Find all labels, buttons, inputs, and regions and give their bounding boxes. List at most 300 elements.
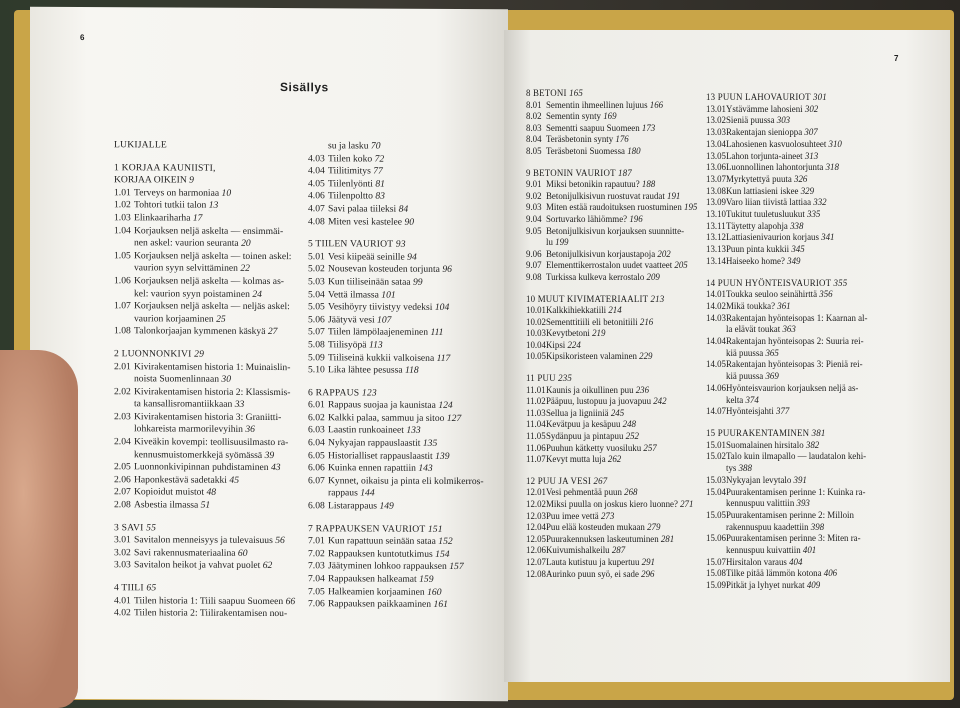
toc-entry bbox=[114, 449, 314, 463]
toc-entry-number: 13.06 bbox=[706, 162, 726, 173]
toc-entry bbox=[308, 301, 504, 315]
toc-entry-page: 101 bbox=[381, 289, 396, 301]
toc-entry bbox=[526, 408, 712, 420]
toc-entry-page: 391 bbox=[793, 474, 807, 485]
toc-entry-number: 3.01 bbox=[114, 534, 131, 546]
toc-entry-title: la elävät toukat bbox=[726, 324, 781, 335]
toc-entry-page: 281 bbox=[660, 533, 675, 544]
toc-entry-page: 111 bbox=[430, 327, 444, 339]
toc-entry bbox=[308, 165, 504, 179]
toc-entry bbox=[706, 475, 892, 487]
toc-entry-number: 1.06 bbox=[114, 275, 131, 287]
toc-entry bbox=[308, 203, 504, 217]
toc-entry-page: 65 bbox=[146, 582, 157, 594]
toc-entry bbox=[706, 151, 892, 163]
toc-entry bbox=[114, 461, 314, 475]
toc-entry-number: 15.02 bbox=[706, 451, 726, 462]
toc-entry bbox=[706, 197, 892, 209]
toc-entry-number: 6.06 bbox=[308, 462, 325, 474]
toc-entry-number: 3.03 bbox=[114, 559, 131, 571]
toc-entry bbox=[114, 326, 314, 340]
toc-entry-number: 13.11 bbox=[706, 220, 726, 231]
toc-chapter-heading bbox=[114, 139, 314, 153]
toc-entry-title: kelta bbox=[726, 394, 744, 405]
toc-entry-number: 7.05 bbox=[308, 585, 325, 597]
toc-entry-title: Savi palaa tiileksi bbox=[328, 203, 397, 215]
toc-entry-title: Asbestia ilmassa bbox=[134, 499, 199, 511]
toc-entry-title: Korjauksen neljä askelta — kolmas as- bbox=[134, 275, 284, 288]
toc-entry-title: Rakentajan sienioppa bbox=[726, 127, 803, 138]
toc-entry-title: 5 TIILEN VAURIOT bbox=[308, 238, 394, 250]
toc-entry-title: Tiilenlyönti bbox=[328, 178, 373, 190]
toc-entry-number: 15.08 bbox=[706, 568, 726, 579]
toc-chapter-heading bbox=[526, 476, 712, 488]
toc-entry bbox=[114, 386, 314, 400]
toc-entry-title: kennuspuu kuivattiin bbox=[726, 545, 801, 556]
toc-entry-number: 9.04 bbox=[526, 213, 542, 224]
toc-entry-page: 93 bbox=[395, 238, 406, 250]
toc-entry bbox=[526, 226, 712, 238]
toc-entry-page: 90 bbox=[404, 216, 415, 228]
toc-entry-title: Kopioidut muistot bbox=[134, 486, 205, 499]
toc-chapter-heading bbox=[308, 387, 504, 401]
toc-entry-page: 365 bbox=[765, 347, 779, 358]
toc-entry-page: 310 bbox=[828, 138, 842, 149]
toc-entry bbox=[526, 305, 712, 317]
toc-entry-number: 4.01 bbox=[114, 594, 131, 606]
toc-entry-title: Tiilen historia 1: Tiili saapuu Suomeen bbox=[134, 594, 284, 607]
toc-entry bbox=[526, 511, 712, 523]
toc-entry-page: 139 bbox=[435, 450, 450, 462]
toc-entry-page: 127 bbox=[446, 412, 462, 424]
toc-entry-title: Kun tiiliseinään sataa bbox=[328, 276, 411, 288]
toc-entry-title: Puurakennuksen laskeutuminen bbox=[546, 533, 659, 544]
toc-entry-number: 1.04 bbox=[114, 224, 131, 236]
toc-entry-title: Sementin synty bbox=[546, 111, 601, 122]
toc-entry bbox=[526, 340, 712, 352]
toc-entry-page: 187 bbox=[617, 167, 632, 178]
toc-entry-title: Tiilen historia 2: Tiilirakentamisen nou- bbox=[134, 607, 288, 620]
toc-entry-page: 188 bbox=[641, 179, 656, 190]
toc-entry bbox=[706, 127, 892, 139]
toc-entry bbox=[706, 221, 892, 233]
toc-entry-number: 5.04 bbox=[308, 288, 325, 300]
toc-entry-page: 43 bbox=[270, 462, 281, 474]
toc-chapter-heading bbox=[114, 522, 314, 536]
toc-entry-title: Ystävämme lahosieni bbox=[726, 103, 803, 114]
toc-entry bbox=[114, 288, 314, 302]
toc-entry-title: Rakentajan hyönteisopas 2: Suuria rei- bbox=[726, 336, 864, 347]
toc-entry-number: 3.02 bbox=[114, 547, 131, 559]
toc-entry-number: 12.01 bbox=[526, 487, 546, 498]
toc-entry-page: 151 bbox=[427, 523, 443, 535]
toc-entry-page: 118 bbox=[405, 364, 419, 376]
toc-entry-page: 51 bbox=[200, 499, 211, 511]
toc-entry-title: 10 MUUT KIVIMATERIAALIT bbox=[526, 293, 649, 304]
toc-entry bbox=[308, 251, 504, 265]
toc-entry-page: 404 bbox=[789, 556, 803, 567]
toc-entry-page: 56 bbox=[275, 535, 285, 547]
toc-entry bbox=[526, 202, 712, 214]
toc-entry-title: KORJAA OIKEIN bbox=[114, 174, 187, 186]
toc-entry-number: 15.09 bbox=[706, 580, 726, 591]
toc-entry-number: 13.02 bbox=[706, 115, 726, 126]
toc-entry-number: 2.03 bbox=[114, 411, 131, 423]
toc-entry-number: 15.04 bbox=[706, 486, 726, 497]
toc-entry bbox=[526, 396, 712, 408]
toc-entry-title: Turkissa kulkeva kerrostalo bbox=[546, 271, 645, 282]
toc-entry-title: Rappauksen kuntotutkimus bbox=[328, 548, 433, 560]
toc-entry-title: 7 RAPPAUKSEN VAURIOT bbox=[308, 522, 426, 535]
toc-entry bbox=[526, 569, 712, 581]
toc-entry-page: 301 bbox=[812, 92, 827, 102]
toc-entry-number: 5.09 bbox=[308, 351, 325, 363]
toc-entry-page: 406 bbox=[823, 568, 838, 579]
toc-entry bbox=[706, 487, 892, 499]
toc-entry bbox=[706, 104, 892, 116]
toc-entry-title: Rakentajan hyönteisopas 3: Pieniä rei- bbox=[726, 359, 863, 370]
toc-entry-page: 72 bbox=[374, 153, 385, 165]
toc-entry-page: 329 bbox=[800, 185, 814, 196]
toc-entry-page: 296 bbox=[641, 568, 655, 579]
toc-entry-title: Jäätyvä vesi bbox=[328, 314, 375, 326]
left-page bbox=[30, 7, 508, 702]
toc-entry-number: 9.02 bbox=[526, 190, 542, 201]
toc-entry-page: 262 bbox=[607, 454, 622, 465]
toc-entry-page: 143 bbox=[418, 463, 433, 475]
toc-entry-title: Laastin runkoaineet bbox=[328, 424, 404, 437]
toc-entry bbox=[308, 178, 504, 192]
toc-chapter-heading bbox=[526, 373, 712, 385]
toc-entry-title: Puu elää kosteuden mukaan bbox=[546, 522, 645, 533]
toc-chapter-heading bbox=[526, 294, 712, 306]
toc-entry-page: 214 bbox=[608, 305, 622, 316]
toc-entry-page: 133 bbox=[406, 425, 421, 437]
toc-entry bbox=[706, 580, 892, 592]
toc-entry bbox=[526, 443, 712, 455]
toc-entry bbox=[706, 498, 892, 510]
toc-chapter-heading bbox=[114, 582, 314, 596]
toc-entry-page: 279 bbox=[647, 522, 661, 533]
toc-entry-number: 11.05 bbox=[526, 431, 546, 442]
toc-entry-page: 83 bbox=[375, 190, 385, 202]
toc-entry-number: 11.07 bbox=[526, 454, 546, 465]
toc-entry-title: Luonnonkivipinnan puhdistaminen bbox=[134, 461, 269, 474]
toc-entry-page: 165 bbox=[569, 88, 583, 98]
toc-entry-title: Savi rakennusmateriaalina bbox=[134, 547, 236, 559]
toc-entry-title: Kevätpuu ja kesäpuu bbox=[546, 419, 621, 430]
toc-entry-title: kiä puussa bbox=[726, 347, 764, 358]
toc-entry-number: 13.12 bbox=[706, 232, 726, 243]
toc-entry bbox=[308, 425, 504, 439]
toc-entry-page: 13 bbox=[208, 200, 219, 212]
toc-entry-title: Korjauksen neljä askelta — neljäs askel: bbox=[134, 300, 290, 313]
toc-entry bbox=[114, 313, 314, 327]
toc-entry-title: Miksi betonikin rapautuu? bbox=[546, 179, 640, 190]
toc-chapter-heading bbox=[526, 168, 712, 180]
toc-entry-title: Lattiasienivaurion korjaus bbox=[726, 232, 819, 243]
toc-entry bbox=[706, 440, 892, 452]
toc-entry-page: 180 bbox=[627, 145, 641, 156]
toc-entry-number: 14.02 bbox=[706, 300, 726, 311]
toc-entry-number: 8.05 bbox=[526, 145, 542, 156]
toc-entry bbox=[526, 249, 712, 261]
toc-entry-title: lohkareista marmorilevyihin bbox=[134, 423, 243, 436]
toc-entry-number: 13.13 bbox=[706, 244, 726, 255]
toc-entry bbox=[114, 237, 314, 251]
toc-entry-title: Kivirakentamisen historia 3: Graniitti- bbox=[134, 411, 282, 423]
toc-entry-number: 2.02 bbox=[114, 385, 131, 397]
toc-entry bbox=[706, 545, 892, 557]
toc-entry-page: 213 bbox=[650, 293, 665, 304]
toc-entry-title: Lahosienen kasvuolosuhteet bbox=[726, 138, 827, 149]
toc-entry-number: 11.04 bbox=[526, 419, 546, 430]
toc-entry bbox=[526, 214, 712, 226]
toc-chapter-heading bbox=[706, 92, 892, 104]
toc-entry-number: 7.02 bbox=[308, 548, 325, 560]
toc-entry-page: 303 bbox=[776, 115, 791, 126]
toc-entry-number: 13.09 bbox=[706, 197, 726, 208]
toc-entry-title: LUKIJALLE bbox=[114, 139, 167, 151]
toc-entry bbox=[526, 557, 712, 569]
toc-entry-number: 5.05 bbox=[308, 301, 325, 313]
toc-entry-title: Varo liian tiivistä lattiaa bbox=[726, 197, 812, 208]
toc-entry bbox=[526, 237, 712, 249]
toc-entry-page: 77 bbox=[373, 165, 383, 177]
toc-entry-title: 13 PUUN LAHOVAURIOT bbox=[706, 92, 811, 102]
toc-entry-title: Kaunis ja oikullinen puu bbox=[546, 384, 634, 395]
toc-entry bbox=[706, 313, 892, 325]
toc-entry bbox=[114, 174, 314, 188]
toc-entry-title: Korjauksen neljä askelta — toinen askel: bbox=[134, 250, 292, 262]
toc-entry-title: Kipsikoristeen valaminen bbox=[546, 351, 637, 362]
toc-entry-page: 335 bbox=[807, 209, 821, 220]
toc-entry-title: Sieniä puussa bbox=[726, 115, 775, 126]
toc-entry-title: Kivirakentamisen historia 2: Klassismis- bbox=[134, 385, 291, 398]
toc-entry-page: 81 bbox=[375, 178, 385, 190]
toc-entry-title: 6 RAPPAUS bbox=[308, 386, 360, 399]
toc-entry-title: Tiilitimitys bbox=[328, 165, 371, 177]
toc-entry-title: Toukka seuloo seinähirttä bbox=[726, 289, 818, 300]
toc-entry-number: 4.08 bbox=[308, 215, 325, 227]
toc-entry bbox=[706, 186, 892, 198]
toc-entry-page: 273 bbox=[600, 510, 615, 521]
toc-entry-number: 15.06 bbox=[706, 533, 726, 544]
toc-entry-title: 11 PUU bbox=[526, 373, 556, 384]
toc-entry-number: 2.05 bbox=[114, 461, 131, 473]
toc-entry-title: 1 KORJAA KAUNIISTI, bbox=[114, 161, 216, 174]
toc-entry bbox=[706, 463, 892, 475]
toc-entry-number: 4.05 bbox=[308, 177, 325, 190]
toc-entry-title: Selluа ja ligniiniä bbox=[546, 407, 609, 418]
toc-entry-number: 8.03 bbox=[526, 122, 542, 133]
toc-entry-page: 245 bbox=[610, 407, 625, 418]
toc-entry-title: Talonkorjaajan kymmenen käskyä bbox=[134, 325, 266, 338]
toc-entry-page: 302 bbox=[804, 103, 819, 114]
toc-entry-number: 14.04 bbox=[706, 336, 726, 347]
toc-entry-page: 25 bbox=[216, 313, 226, 325]
toc-entry-title: Rakentajan hyönteisopas 1: Kaarnan al- bbox=[726, 312, 868, 323]
toc-entry-title: Savitalon heikot ja vahvat puolet bbox=[134, 559, 261, 572]
toc-entry bbox=[308, 535, 504, 549]
toc-entry-number: 15.03 bbox=[706, 474, 726, 485]
toc-entry bbox=[114, 200, 314, 214]
toc-entry-title: Tohtori tutkii talon bbox=[134, 199, 207, 212]
toc-entry-title: Kuinka ennen rapattiin bbox=[328, 462, 416, 475]
toc-entry-page: 123 bbox=[361, 387, 377, 399]
toc-entry-title: tys bbox=[726, 463, 737, 474]
toc-entry-title: Tiilenpoltto bbox=[328, 190, 373, 202]
toc-entry-number: 13.07 bbox=[706, 173, 726, 184]
toc-entry-page: 60 bbox=[237, 547, 248, 559]
toc-entry-number: 12.02 bbox=[526, 499, 546, 509]
toc-entry-number: 6.04 bbox=[308, 437, 325, 449]
toc-entry-number: 5.10 bbox=[308, 364, 325, 376]
toc-entry bbox=[526, 487, 712, 499]
toc-entry-title: Tiilen lämpölaajeneminen bbox=[328, 326, 429, 339]
toc-entry-page: 157 bbox=[449, 561, 464, 573]
toc-entry bbox=[114, 225, 314, 239]
toc-entry bbox=[114, 300, 314, 314]
toc-entry bbox=[114, 534, 314, 548]
toc-entry-page: 196 bbox=[629, 213, 643, 224]
toc-entry bbox=[706, 451, 892, 463]
toc-entry-title: Tiilen koko bbox=[328, 152, 373, 165]
toc-entry-page: 39 bbox=[264, 449, 275, 461]
toc-entry-number: 5.07 bbox=[308, 326, 325, 338]
toc-entry bbox=[114, 560, 314, 574]
toc-entry bbox=[706, 324, 892, 336]
toc-entry-title: Luonnollinen lahontorjunta bbox=[726, 162, 824, 173]
toc-entry-number: 5.03 bbox=[308, 276, 325, 288]
toc-entry-page: 341 bbox=[821, 232, 835, 243]
toc-entry-title: vaurion korjaaminen bbox=[134, 313, 214, 325]
toc-entry-title: Korjauksen neljä askelta — ensimmäi- bbox=[134, 224, 284, 237]
toc-entry bbox=[308, 412, 504, 426]
toc-entry-page: 355 bbox=[833, 277, 848, 288]
toc-entry-page: 124 bbox=[438, 400, 453, 412]
toc-entry-number: 2.01 bbox=[114, 360, 131, 372]
toc-entry-number: 11.02 bbox=[526, 396, 546, 407]
toc-entry-title: Aurinko puun syö, ei sade bbox=[546, 568, 639, 579]
toc-entry bbox=[114, 436, 314, 450]
toc-entry bbox=[526, 100, 712, 112]
toc-entry-number: 4.02 bbox=[114, 607, 131, 619]
toc-entry-title: Lahon torjunta-aineet bbox=[726, 150, 803, 161]
toc-entry-number: 1.03 bbox=[114, 212, 131, 224]
toc-entry-number: 9.03 bbox=[526, 202, 542, 213]
toc-entry bbox=[114, 411, 314, 425]
toc-entry bbox=[526, 146, 712, 158]
toc-entry-title: Hirsitalon varaus bbox=[726, 556, 787, 567]
toc-entry-title: Miten estää raudoituksen ruostuminen bbox=[546, 202, 682, 213]
toc-entry-title: Listarappaus bbox=[328, 500, 378, 512]
toc-entry-page: 160 bbox=[427, 586, 442, 598]
toc-entry bbox=[114, 187, 314, 201]
toc-entry-number: 4.04 bbox=[308, 165, 325, 177]
toc-entry bbox=[706, 406, 892, 418]
toc-entry-title: Kun lattiasieni iskee bbox=[726, 185, 799, 196]
left-page-number: 6 bbox=[80, 33, 85, 43]
toc-entry-number: 4.03 bbox=[308, 152, 325, 164]
toc-entry-page: 307 bbox=[804, 127, 818, 138]
toc-entry bbox=[308, 327, 504, 341]
toc-entry-title: Kalkkihiekkatiili bbox=[546, 305, 607, 316]
toc-entry-title: Suomalainen hirsitalo bbox=[726, 439, 804, 450]
toc-entry-title: Sementin ihmeellinen lujuus bbox=[546, 99, 648, 110]
toc-entry bbox=[706, 395, 892, 407]
toc-entry-title: 2 LUONNONKIVI bbox=[114, 348, 192, 360]
toc-entry-title: rakennuspuu kaadettiin bbox=[726, 521, 809, 532]
toc-entry bbox=[308, 140, 504, 154]
toc-entry-page: 409 bbox=[806, 580, 821, 591]
toc-entry-title: Haiseeko home? bbox=[726, 255, 785, 266]
toc-entry bbox=[308, 437, 504, 451]
toc-entry-title: Kiveäkin kovempi: teollisuusilmasto ra- bbox=[134, 436, 289, 449]
toc-entry bbox=[526, 454, 712, 466]
toc-entry-title: Pitkät ja lyhyet nurkat bbox=[726, 580, 805, 591]
toc-entry bbox=[308, 475, 504, 489]
toc-entry-title: 8 BETONI bbox=[526, 88, 567, 98]
toc-entry-title: Talo kuin ilmapallo — laudatalon kehi- bbox=[726, 451, 867, 462]
toc-entry-page: 388 bbox=[738, 463, 752, 474]
toc-entry bbox=[114, 607, 314, 621]
toc-entry bbox=[114, 263, 314, 277]
toc-entry-title: Pääpuu, lustopuu ja juovapuu bbox=[546, 396, 652, 407]
toc-entry-title: Elinkaariharha bbox=[134, 212, 191, 224]
toc-chapter-heading bbox=[308, 238, 504, 252]
toc-entry-page: 55 bbox=[146, 521, 157, 534]
toc-entry bbox=[114, 361, 314, 375]
toc-entry-number: 6.03 bbox=[308, 424, 325, 436]
toc-entry-page: 96 bbox=[442, 264, 452, 276]
toc-entry bbox=[706, 336, 892, 348]
toc-entry-title: Miten vesi kastelee bbox=[328, 215, 403, 228]
toc-entry-title: Jäätyminen lohkoo rappauksen bbox=[328, 560, 447, 573]
toc-entry bbox=[706, 139, 892, 151]
toc-entry-title: 12 PUU JA VESI bbox=[526, 475, 592, 486]
toc-entry-title: Rappauksen paikkaaminen bbox=[328, 598, 432, 611]
toc-entry-number: 6.01 bbox=[308, 399, 325, 411]
toc-entry bbox=[308, 216, 504, 230]
toc-entry bbox=[706, 209, 892, 221]
toc-entry-page: 248 bbox=[622, 419, 636, 430]
toc-entry bbox=[308, 561, 504, 575]
toc-entry bbox=[114, 275, 314, 289]
toc-entry-number: 9.01 bbox=[526, 179, 542, 190]
toc-entry-number: 11.06 bbox=[526, 442, 546, 453]
toc-entry-title: Tiilisyöpä bbox=[328, 339, 367, 351]
toc-entry-number: 5.08 bbox=[308, 339, 325, 351]
toc-entry-number: 12.03 bbox=[526, 510, 546, 521]
toc-entry-number: 12.06 bbox=[526, 545, 546, 556]
toc-entry-title: Mikä toukka? bbox=[726, 300, 776, 311]
toc-entry bbox=[526, 499, 712, 511]
toc-entry-page: 30 bbox=[221, 373, 231, 385]
toc-entry-page: 48 bbox=[206, 487, 217, 499]
toc-entry bbox=[706, 348, 892, 360]
toc-entry bbox=[706, 371, 892, 383]
toc-entry-page: 22 bbox=[240, 263, 250, 275]
toc-entry bbox=[706, 533, 892, 545]
toc-entry-number: 13.04 bbox=[706, 138, 726, 149]
toc-entry-title: Puu imee vettä bbox=[546, 510, 599, 521]
toc-entry-page: 381 bbox=[811, 427, 826, 438]
toc-entry-number: 2.04 bbox=[114, 436, 131, 448]
toc-entry-number: 14.01 bbox=[706, 289, 726, 300]
toc-entry-page: 45 bbox=[229, 474, 239, 486]
toc-entry-page: 66 bbox=[285, 595, 296, 607]
